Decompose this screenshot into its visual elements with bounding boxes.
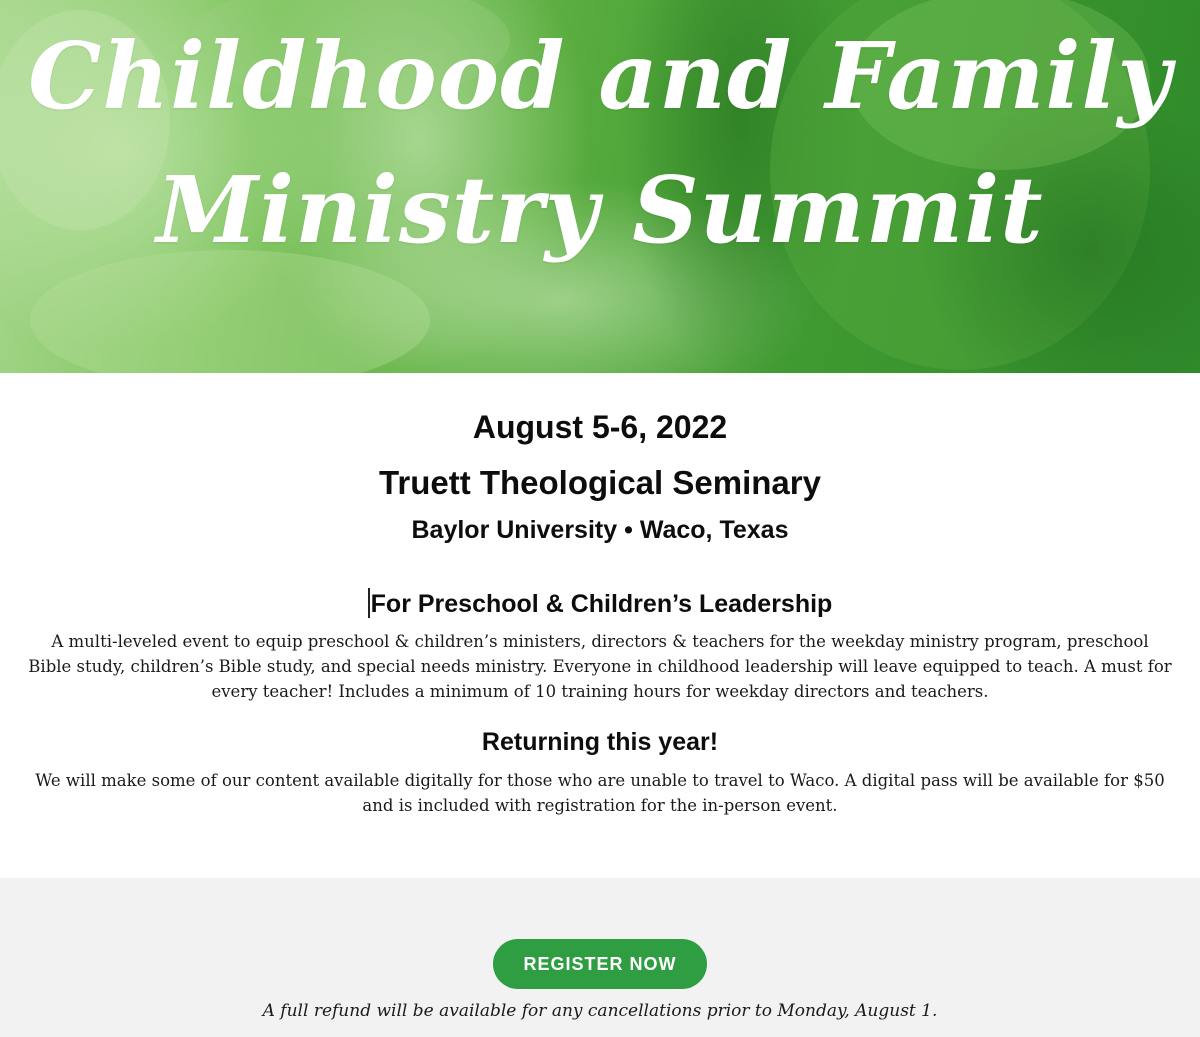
leadership-heading-text: For Preschool & Children’s Leadership — [370, 590, 833, 618]
event-location — [0, 513, 1200, 547]
text-cursor — [368, 588, 370, 618]
event-date: August 5-6, 2022 — [472, 409, 728, 445]
university-name: Baylor University — [411, 516, 618, 544]
event-venue: Truett Theological Seminary — [379, 464, 821, 501]
hero-title-line-2: Ministry Summit — [156, 156, 1044, 264]
city-name: Waco, Texas — [639, 516, 789, 544]
hero-banner — [0, 0, 1200, 373]
hero-title-line-1: Childhood and Family — [28, 22, 1172, 130]
bullet-separator: • — [624, 516, 633, 544]
register-now-button[interactable]: REGISTER NOW — [493, 939, 707, 989]
register-section — [0, 878, 1200, 1037]
returning-heading: Returning this year! — [481, 728, 719, 756]
refund-note: A full refund will be available for any cancellations prior to Monday, August 1. — [262, 1001, 938, 1021]
returning-description: We will make some of our content available digitally for those who are unable to travel to Waco. A digital pass will be available for $50 and is included with registration for the in-person event. — [35, 771, 1165, 815]
leadership-heading — [0, 587, 1200, 621]
leadership-description: A multi-leveled event to equip preschool & children’s ministers, directors & teachers for the weekday ministry program, preschool Bible study, children’s Bible study, and special needs ministry. Everyone in childhood leadership will leave equipped to teach. A must for every teacher! Includes a minimum of 10 training hours for weekday directors and teachers. — [28, 632, 1172, 701]
event-info-section — [0, 373, 1200, 878]
